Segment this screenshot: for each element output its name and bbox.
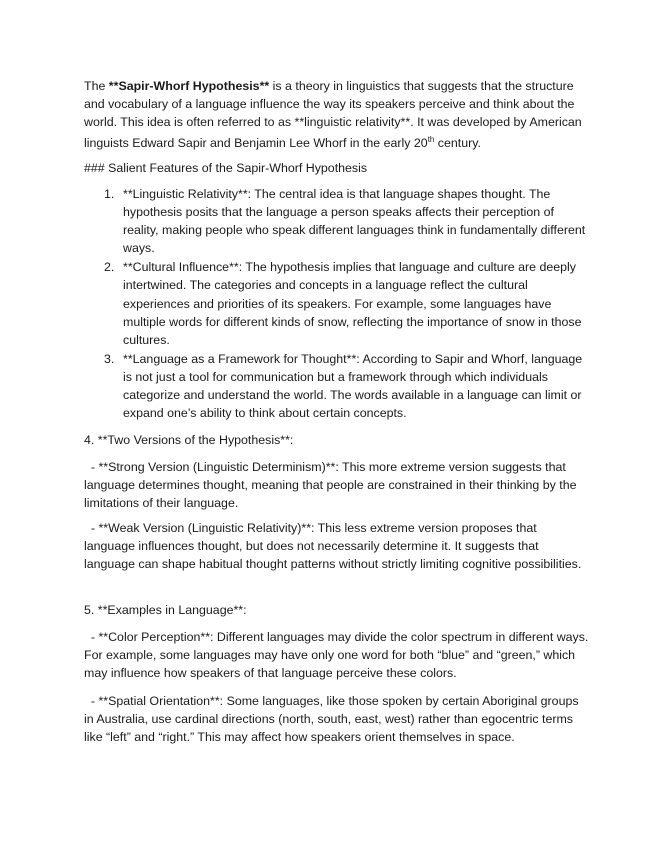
list-item-text: **Language as a Framework for Thought**: According to Sapir and Whorf, language is not just a tool for communication but a framework through which individuals categorize and understand the world. The words available in a language can limit or expand one’s ability to think about certain concepts. xyxy=(123,351,583,421)
intro-superscript: th xyxy=(427,135,435,145)
list-item-number: 3. xyxy=(104,351,115,366)
section-heading: ### Salient Features of the Sapir-Whorf Hypothesis xyxy=(84,161,368,175)
color-perception-paragraph: - **Color Perception**: Different languages may divide the color spectrum in different ways. For example, some languages may have only one word for both “blue” and “green,” which may influence how speakers of that language perceive these colors. xyxy=(84,630,592,681)
list-item xyxy=(104,258,590,348)
versions-heading: 4. **Two Versions of the Hypothesis**: xyxy=(84,433,294,447)
spatial-orientation-paragraph: - **Spatial Orientation**: Some languages, like those spoken by certain Aboriginal groups in Australia, use cardinal directions (north, south, east, west) rather than egocentric terms like “left” and “right.” This may affect how speakers orient themselves in space. xyxy=(84,694,583,745)
list-item-text: **Cultural Influence**: The hypothesis implies that language and culture are deeply intertwined. The categories and concepts in a language reflect the cultural experiences and priorities of its speakers. For example, some languages have multiple words for different kinds of snow, reflecting the importance of snow in those cultures. xyxy=(123,260,582,347)
intro-text-end: century. xyxy=(434,136,481,151)
list-item-number: 1. xyxy=(104,187,115,201)
intro-text: is a theory in linguistics that suggests that the structure and vocabulary of a language influence the way its speakers perceive and think about the world. This idea is often referred to as **linguistic relativity**. It was developed by American linguists Edward Sapir and Benjamin Lee Whorf in the early 20 xyxy=(84,79,582,151)
intro-paragraph xyxy=(84,77,590,153)
list-item xyxy=(104,185,590,257)
list-item xyxy=(104,350,590,422)
list-item-number: 2. xyxy=(104,260,115,275)
features-list xyxy=(104,185,590,423)
intro-bold-term: **Sapir-Whorf Hypothesis** xyxy=(108,79,270,93)
list-item-text: **Linguistic Relativity**: The central idea is that language shapes thought. The hypothesis posits that the language a person speaks affects their perception of reality, making people who speak different languages think in fundamentally different ways. xyxy=(123,187,586,256)
strong-version-paragraph: - **Strong Version (Linguistic Determinism)**: This more extreme version suggests that language determines thought, meaning that people are constrained in their thinking by the limitations of their language. xyxy=(84,460,580,511)
intro-prefix: The xyxy=(84,79,109,93)
examples-heading: 5. **Examples in Language**: xyxy=(84,603,247,617)
weak-version-paragraph: - **Weak Version (Linguistic Relativity)**: This less extreme version proposes that language influences thought, but does not necessarily determine it. It suggests that language can shape habitual thought patterns without strictly limiting cognitive possibilities. xyxy=(84,521,582,572)
